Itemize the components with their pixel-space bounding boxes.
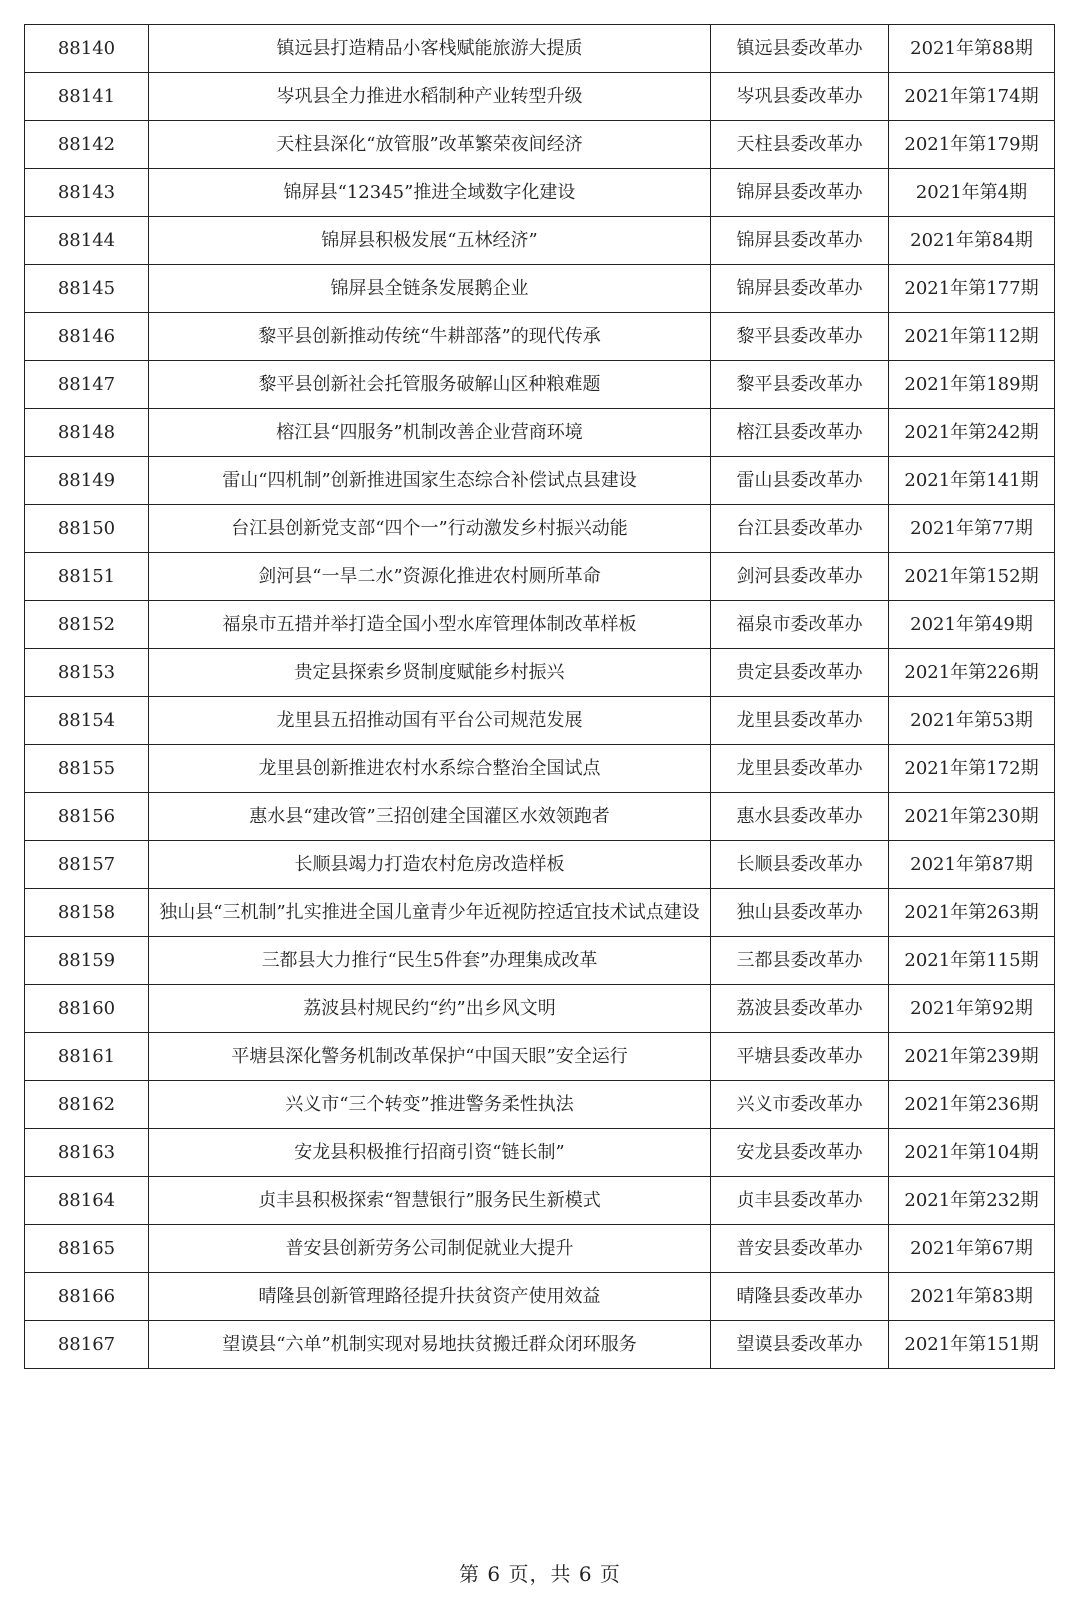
case-number: 88159 [25, 937, 149, 985]
source-office: 晴隆县委改革办 [711, 1273, 889, 1321]
case-number: 88160 [25, 985, 149, 1033]
table-row [25, 457, 1055, 505]
case-title: 荔波县村规民约“约”出乡风文明 [149, 985, 711, 1033]
case-title: 锦屏县“12345”推进全域数字化建设 [149, 169, 711, 217]
source-office: 榕江县委改革办 [711, 409, 889, 457]
case-number: 88158 [25, 889, 149, 937]
case-title: 望谟县“六单”机制实现对易地扶贫搬迁群众闭环服务 [149, 1321, 711, 1369]
issue-number: 2021年第232期 [889, 1177, 1055, 1225]
source-office: 普安县委改革办 [711, 1225, 889, 1273]
case-title: 剑河县“一旱二水”资源化推进农村厕所革命 [149, 553, 711, 601]
case-number: 88149 [25, 457, 149, 505]
source-office: 福泉市委改革办 [711, 601, 889, 649]
table-body [25, 25, 1055, 1369]
case-title: 岑巩县全力推进水稻制种产业转型升级 [149, 73, 711, 121]
issue-number: 2021年第226期 [889, 649, 1055, 697]
issue-number: 2021年第230期 [889, 793, 1055, 841]
case-number: 88165 [25, 1225, 149, 1273]
issue-number: 2021年第84期 [889, 217, 1055, 265]
source-office: 黎平县委改革办 [711, 361, 889, 409]
case-number: 88151 [25, 553, 149, 601]
issue-number: 2021年第53期 [889, 697, 1055, 745]
case-title: 平塘县深化警务机制改革保护“中国天眼”安全运行 [149, 1033, 711, 1081]
table-row [25, 985, 1055, 1033]
source-office: 荔波县委改革办 [711, 985, 889, 1033]
case-title: 台江县创新党支部“四个一”行动激发乡村振兴动能 [149, 505, 711, 553]
source-office: 惠水县委改革办 [711, 793, 889, 841]
issue-number: 2021年第152期 [889, 553, 1055, 601]
table-row [25, 1081, 1055, 1129]
source-office: 平塘县委改革办 [711, 1033, 889, 1081]
issue-number: 2021年第87期 [889, 841, 1055, 889]
table-row [25, 25, 1055, 73]
case-number: 88162 [25, 1081, 149, 1129]
table-row [25, 553, 1055, 601]
reform-cases-table [24, 24, 1055, 1369]
table-row [25, 1033, 1055, 1081]
source-office: 兴义市委改革办 [711, 1081, 889, 1129]
issue-number: 2021年第172期 [889, 745, 1055, 793]
source-office: 岑巩县委改革办 [711, 73, 889, 121]
issue-number: 2021年第77期 [889, 505, 1055, 553]
table-row [25, 889, 1055, 937]
table-row [25, 697, 1055, 745]
source-office: 锦屏县委改革办 [711, 169, 889, 217]
case-title: 贞丰县积极探索“智慧银行”服务民生新模式 [149, 1177, 711, 1225]
case-number: 88153 [25, 649, 149, 697]
source-office: 安龙县委改革办 [711, 1129, 889, 1177]
table-row [25, 745, 1055, 793]
case-number: 88145 [25, 265, 149, 313]
source-office: 黎平县委改革办 [711, 313, 889, 361]
issue-number: 2021年第174期 [889, 73, 1055, 121]
case-number: 88161 [25, 1033, 149, 1081]
case-number: 88156 [25, 793, 149, 841]
table-row [25, 361, 1055, 409]
table-row [25, 793, 1055, 841]
case-title: 兴义市“三个转变”推进警务柔性执法 [149, 1081, 711, 1129]
source-office: 长顺县委改革办 [711, 841, 889, 889]
case-number: 88164 [25, 1177, 149, 1225]
issue-number: 2021年第83期 [889, 1273, 1055, 1321]
table-row [25, 1273, 1055, 1321]
case-title: 锦屏县全链条发展鹅企业 [149, 265, 711, 313]
issue-number: 2021年第151期 [889, 1321, 1055, 1369]
table-row [25, 601, 1055, 649]
case-number: 88144 [25, 217, 149, 265]
source-office: 三都县委改革办 [711, 937, 889, 985]
case-title: 黎平县创新社会托管服务破解山区种粮难题 [149, 361, 711, 409]
source-office: 贵定县委改革办 [711, 649, 889, 697]
source-office: 天柱县委改革办 [711, 121, 889, 169]
issue-number: 2021年第141期 [889, 457, 1055, 505]
issue-number: 2021年第104期 [889, 1129, 1055, 1177]
source-office: 龙里县委改革办 [711, 745, 889, 793]
case-title: 惠水县“建改管”三招创建全国灌区水效领跑者 [149, 793, 711, 841]
case-number: 88157 [25, 841, 149, 889]
case-title: 天柱县深化“放管服”改革繁荣夜间经济 [149, 121, 711, 169]
case-title: 独山县“三机制”扎实推进全国儿童青少年近视防控适宜技术试点建设 [149, 889, 711, 937]
case-title: 长顺县竭力打造农村危房改造样板 [149, 841, 711, 889]
case-title: 雷山“四机制”创新推进国家生态综合补偿试点县建设 [149, 457, 711, 505]
table-row [25, 841, 1055, 889]
case-title: 普安县创新劳务公司制促就业大提升 [149, 1225, 711, 1273]
case-number: 88142 [25, 121, 149, 169]
case-number: 88155 [25, 745, 149, 793]
case-title: 贵定县探索乡贤制度赋能乡村振兴 [149, 649, 711, 697]
issue-number: 2021年第242期 [889, 409, 1055, 457]
table-row [25, 1177, 1055, 1225]
source-office: 独山县委改革办 [711, 889, 889, 937]
source-office: 剑河县委改革办 [711, 553, 889, 601]
issue-number: 2021年第179期 [889, 121, 1055, 169]
issue-number: 2021年第112期 [889, 313, 1055, 361]
case-number: 88143 [25, 169, 149, 217]
table-row [25, 1225, 1055, 1273]
source-office: 台江县委改革办 [711, 505, 889, 553]
source-office: 龙里县委改革办 [711, 697, 889, 745]
source-office: 锦屏县委改革办 [711, 265, 889, 313]
case-title: 锦屏县积极发展“五林经济” [149, 217, 711, 265]
source-office: 望谟县委改革办 [711, 1321, 889, 1369]
issue-number: 2021年第92期 [889, 985, 1055, 1033]
case-number: 88167 [25, 1321, 149, 1369]
issue-number: 2021年第88期 [889, 25, 1055, 73]
case-number: 88166 [25, 1273, 149, 1321]
case-title: 镇远县打造精品小客栈赋能旅游大提质 [149, 25, 711, 73]
source-office: 锦屏县委改革办 [711, 217, 889, 265]
table-row [25, 313, 1055, 361]
table-row [25, 1321, 1055, 1369]
issue-number: 2021年第49期 [889, 601, 1055, 649]
issue-number: 2021年第177期 [889, 265, 1055, 313]
issue-number: 2021年第4期 [889, 169, 1055, 217]
case-title: 三都县大力推行“民生5件套”办理集成改革 [149, 937, 711, 985]
case-title: 黎平县创新推动传统“牛耕部落”的现代传承 [149, 313, 711, 361]
case-number: 88147 [25, 361, 149, 409]
case-number: 88141 [25, 73, 149, 121]
table-row [25, 121, 1055, 169]
case-title: 龙里县五招推动国有平台公司规范发展 [149, 697, 711, 745]
issue-number: 2021年第236期 [889, 1081, 1055, 1129]
source-office: 贞丰县委改革办 [711, 1177, 889, 1225]
table-row [25, 505, 1055, 553]
table-row [25, 217, 1055, 265]
source-office: 镇远县委改革办 [711, 25, 889, 73]
case-number: 88163 [25, 1129, 149, 1177]
issue-number: 2021年第67期 [889, 1225, 1055, 1273]
source-office: 雷山县委改革办 [711, 457, 889, 505]
issue-number: 2021年第239期 [889, 1033, 1055, 1081]
page-footer: 第 6 页，共 6 页 [459, 1562, 621, 1586]
case-title: 福泉市五措并举打造全国小型水库管理体制改革样板 [149, 601, 711, 649]
case-title: 榕江县“四服务”机制改善企业营商环境 [149, 409, 711, 457]
table-row [25, 73, 1055, 121]
case-number: 88148 [25, 409, 149, 457]
case-number: 88154 [25, 697, 149, 745]
case-title: 安龙县积极推行招商引资“链长制” [149, 1129, 711, 1177]
case-title: 晴隆县创新管理路径提升扶贫资产使用效益 [149, 1273, 711, 1321]
issue-number: 2021年第263期 [889, 889, 1055, 937]
case-title: 龙里县创新推进农村水系综合整治全国试点 [149, 745, 711, 793]
issue-number: 2021年第189期 [889, 361, 1055, 409]
case-number: 88152 [25, 601, 149, 649]
table-row [25, 169, 1055, 217]
table-row [25, 265, 1055, 313]
table-row [25, 409, 1055, 457]
table-row [25, 649, 1055, 697]
case-number: 88140 [25, 25, 149, 73]
table-row [25, 937, 1055, 985]
case-number: 88146 [25, 313, 149, 361]
case-number: 88150 [25, 505, 149, 553]
issue-number: 2021年第115期 [889, 937, 1055, 985]
table-row [25, 1129, 1055, 1177]
